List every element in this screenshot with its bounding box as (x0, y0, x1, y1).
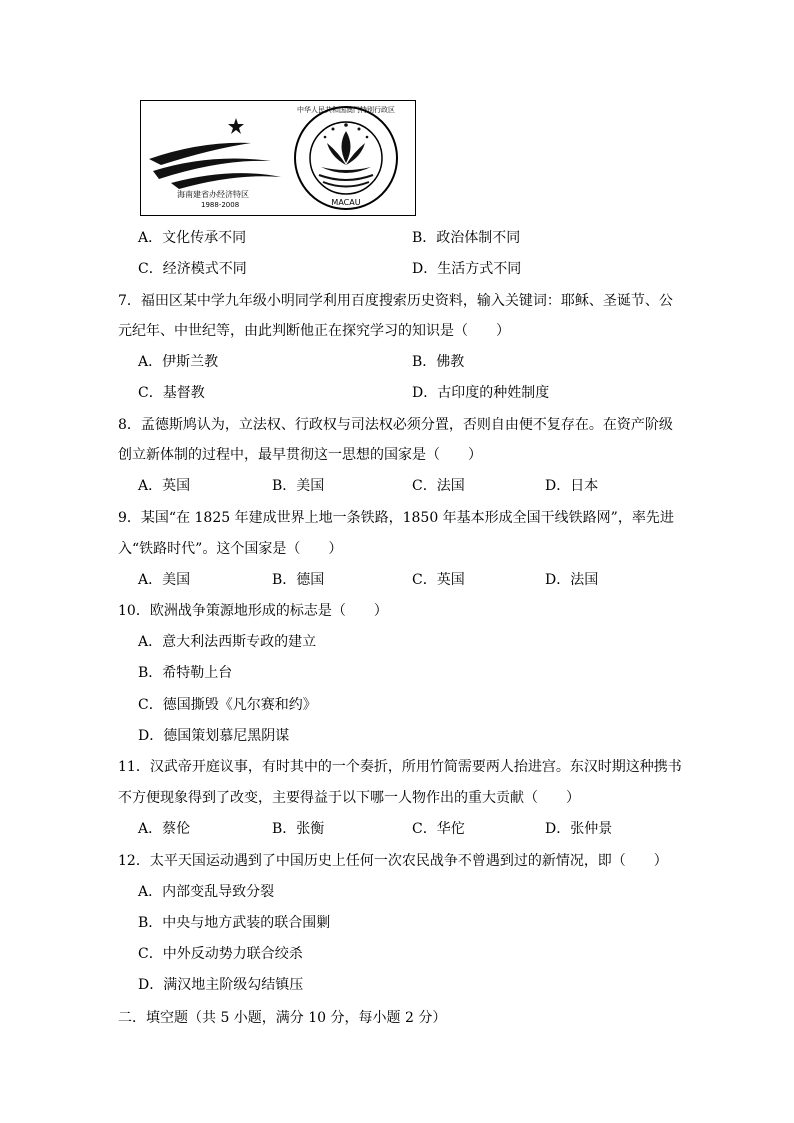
seal-bottom-text: MACAU (331, 198, 361, 207)
q12-option-c: C．中外反动势力联合绞杀 (138, 946, 303, 962)
q10-option-c: C．德国撕毁《凡尔赛和约》 (138, 697, 317, 713)
q10-stem: 10．欧洲战争策源地形成的标志是（ ） (118, 603, 388, 619)
q11-option-b: B．张衡 (272, 821, 325, 837)
q6-option-d: D．生活方式不同 (412, 261, 522, 277)
q7-stem-line1: 7．福田区某中学九年级小明同学利用百度搜索历史资料，输入关键词：耶稣、圣诞节、公 (118, 293, 673, 309)
left-logo-years: 1988-2008 (201, 201, 240, 209)
seal-top-text: 中华人民共和国澳门特别行政区 (297, 106, 395, 114)
question-image (140, 100, 416, 216)
section-heading-fill-blank: 二．填空题（共 5 小题，满分 10 分，每小题 2 分） (118, 1010, 447, 1026)
q8-option-d: D．日本 (545, 478, 599, 494)
q12-stem: 12．太平天国运动遇到了中国历史上任何一次农民战争不曾遇到过的新情况，即（ ） (118, 853, 668, 869)
q9-stem-line1: 9．某国“在 1825 年建成世界上地一条铁路，1850 年基本形成全国干线铁路网”，率先进 (118, 510, 674, 526)
q10-option-a: A．意大利法西斯专政的建立 (138, 634, 317, 650)
q11-option-c: C．华佗 (412, 821, 465, 837)
q8-option-a: A．英国 (138, 478, 191, 494)
q11-option-d: D．张仲景 (545, 821, 613, 837)
q6-option-c: C．经济模式不同 (138, 261, 247, 277)
q7-option-b: B．佛教 (412, 354, 465, 370)
q11-stem-line2: 不方便现象得到了改变，主要得益于以下哪一人物作出的重大贡献（ ） (118, 790, 580, 806)
q7-stem-line2: 元纪年、中世纪等，由此判断他正在探究学习的知识是（ ） (118, 323, 510, 339)
q10-option-d: D．德国策划慕尼黑阴谋 (138, 728, 290, 744)
q9-option-b: B．德国 (272, 572, 325, 588)
q11-option-a: A．蔡伦 (138, 821, 191, 837)
emblems-figure (141, 101, 415, 215)
hainan-logo (149, 118, 281, 189)
q10-option-b: B．希特勒上台 (138, 665, 233, 681)
q6-option-b: B．政治体制不同 (412, 230, 521, 246)
q8-stem-line1: 8．孟德斯鸠认为，立法权、行政权与司法权必须分置，否则自由便不复存在。在资产阶级 (118, 417, 673, 433)
q12-option-d: D．满汉地主阶级勾结镇压 (138, 977, 304, 993)
q9-stem-line2: 入“铁路时代”。这个国家是（ ） (118, 541, 343, 557)
left-logo-caption: 海南建省办经济特区 (177, 190, 249, 199)
q12-option-b: B．中央与地方武装的联合围剿 (138, 915, 331, 931)
q9-option-c: C．英国 (412, 572, 465, 588)
q9-option-d: D．法国 (545, 572, 599, 588)
q12-option-a: A．内部变乱导致分裂 (138, 884, 275, 900)
q7-option-c: C．基督教 (138, 385, 205, 401)
q9-option-a: A．美国 (138, 572, 191, 588)
q7-option-d: D．古印度的种姓制度 (412, 385, 550, 401)
q8-option-c: C．法国 (412, 478, 465, 494)
q7-option-a: A．伊斯兰教 (138, 354, 219, 370)
q6-option-a: A．文化传承不同 (138, 230, 247, 246)
q8-stem-line2: 创立新体制的过程中，最早贯彻这一思想的国家是（ ） (118, 447, 482, 463)
macau-seal (295, 107, 397, 209)
q11-stem-line1: 11．汉武帝开庭议事，有时其中的一个奏折，所用竹简需要两人抬进宫。东汉时期这种携书 (118, 759, 682, 775)
q8-option-b: B．美国 (272, 478, 325, 494)
